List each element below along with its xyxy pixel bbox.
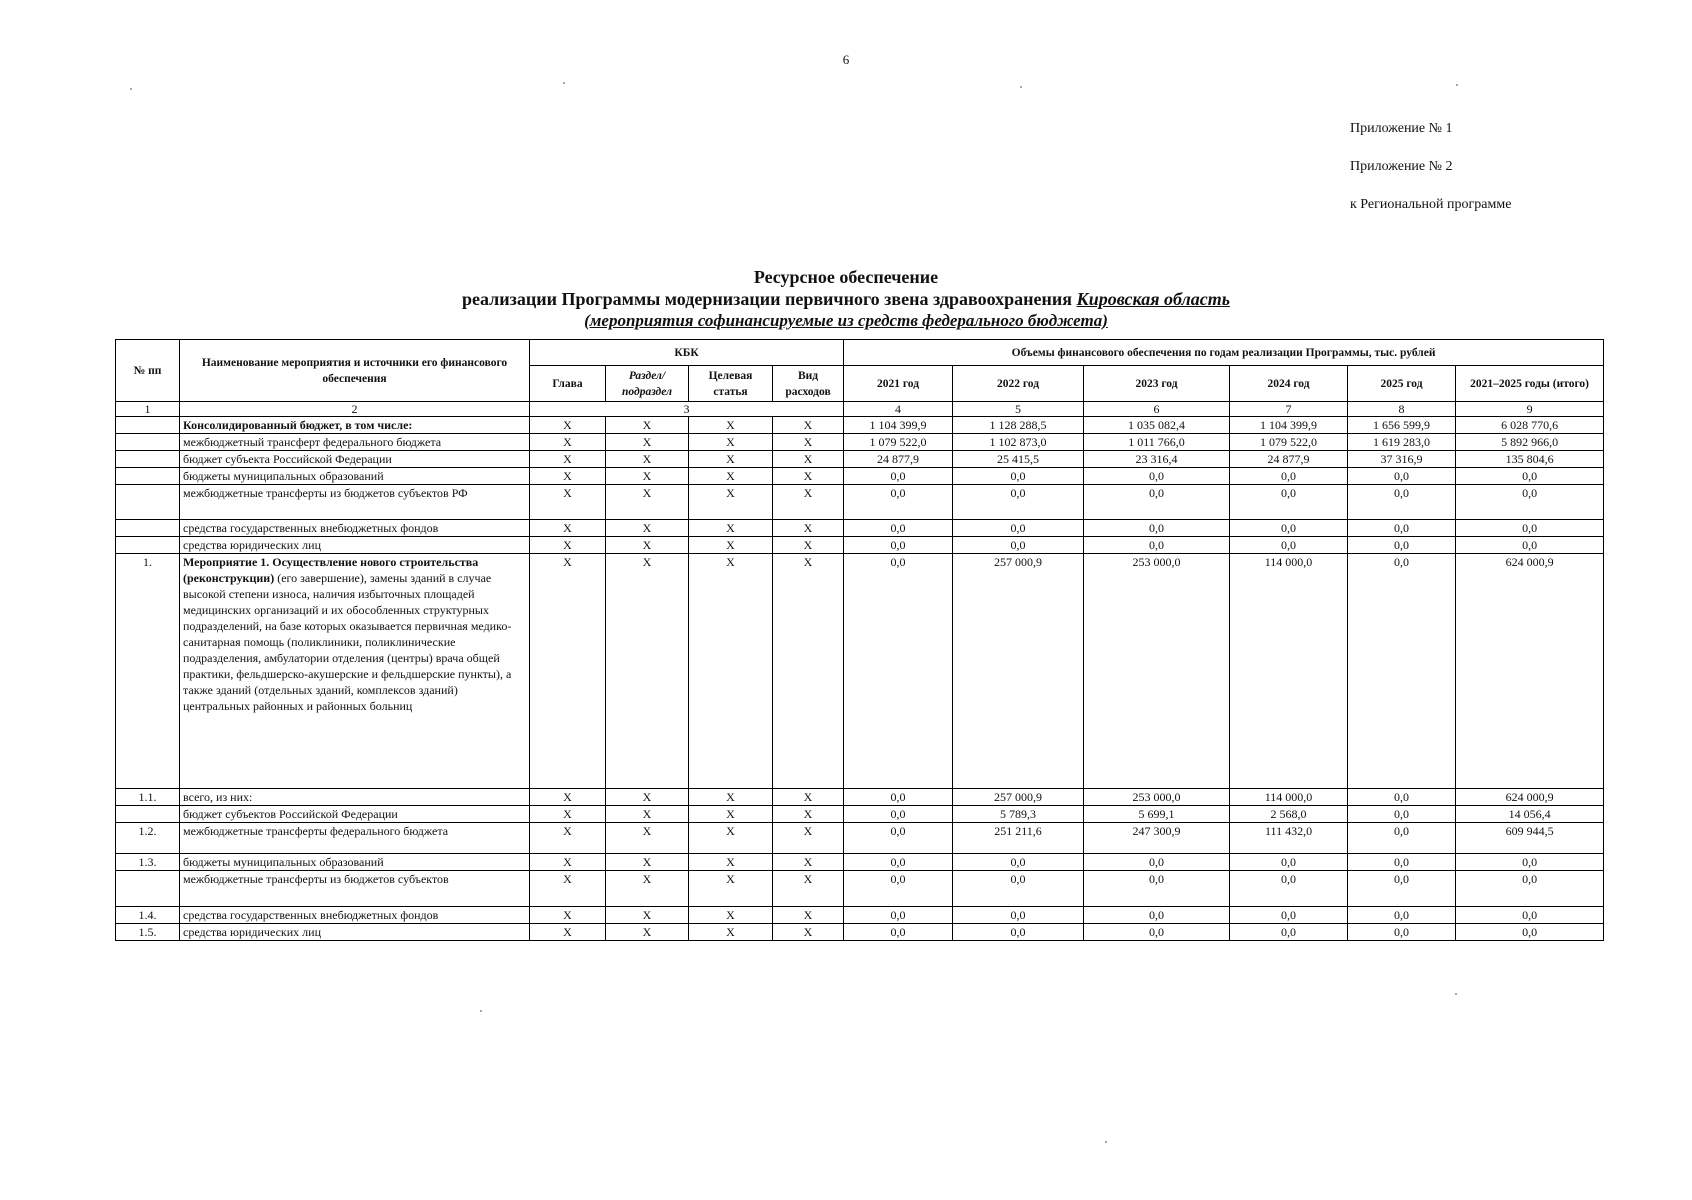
table-row xyxy=(116,520,1604,537)
kbk-cell: X xyxy=(773,554,844,789)
kbk-cell: X xyxy=(773,417,844,434)
value-cell: 6 028 770,6 xyxy=(1456,417,1604,434)
row-number xyxy=(116,871,180,907)
value-cell: 1 079 522,0 xyxy=(844,434,953,451)
value-cell: 0,0 xyxy=(844,907,953,924)
value-cell: 0,0 xyxy=(844,854,953,871)
value-cell: 114 000,0 xyxy=(1230,789,1348,806)
row-name: всего, из них: xyxy=(180,789,530,806)
value-cell: 0,0 xyxy=(1456,468,1604,485)
title-region: Кировская область xyxy=(1076,289,1230,309)
value-cell: 0,0 xyxy=(1084,907,1230,924)
scan-speck xyxy=(480,1010,482,1012)
table-row xyxy=(116,537,1604,554)
row-name: бюджет субъекта Российской Федерации xyxy=(180,451,530,468)
value-cell: 0,0 xyxy=(1230,537,1348,554)
kbk-cell: X xyxy=(689,554,773,789)
kbk-cell: X xyxy=(606,924,689,941)
row-number xyxy=(116,537,180,554)
index-cell: 9 xyxy=(1456,402,1604,417)
value-cell: 24 877,9 xyxy=(844,451,953,468)
row-name: межбюджетные трансферты из бюджетов субъектов xyxy=(180,871,530,907)
row-name: средства государственных внебюджетных фондов xyxy=(180,520,530,537)
value-cell: 0,0 xyxy=(953,871,1084,907)
value-cell: 0,0 xyxy=(1348,871,1456,907)
kbk-cell: X xyxy=(606,485,689,520)
kbk-cell: X xyxy=(530,451,606,468)
value-cell: 114 000,0 xyxy=(1230,554,1348,789)
kbk-cell: X xyxy=(689,823,773,854)
index-cell: 6 xyxy=(1084,402,1230,417)
value-cell: 0,0 xyxy=(1456,907,1604,924)
value-cell: 0,0 xyxy=(1084,520,1230,537)
kbk-cell: X xyxy=(773,468,844,485)
value-cell: 14 056,4 xyxy=(1456,806,1604,823)
appendix-line-3: к Региональной программе xyxy=(1350,197,1512,212)
kbk-cell: X xyxy=(773,520,844,537)
index-cell: 4 xyxy=(844,402,953,417)
value-cell: 0,0 xyxy=(1230,520,1348,537)
value-cell: 0,0 xyxy=(1348,520,1456,537)
value-cell: 0,0 xyxy=(1348,823,1456,854)
table-row xyxy=(116,789,1604,806)
value-cell: 0,0 xyxy=(1230,485,1348,520)
kbk-cell: X xyxy=(530,823,606,854)
value-cell: 5 699,1 xyxy=(1084,806,1230,823)
value-cell: 624 000,9 xyxy=(1456,554,1604,789)
kbk-cell: X xyxy=(689,485,773,520)
appendix-line-1: Приложение № 1 xyxy=(1350,121,1453,136)
value-cell: 0,0 xyxy=(1348,485,1456,520)
kbk-cell: X xyxy=(773,451,844,468)
value-cell: 0,0 xyxy=(1348,806,1456,823)
row-number xyxy=(116,806,180,823)
kbk-cell: X xyxy=(530,554,606,789)
value-cell: 0,0 xyxy=(1348,924,1456,941)
row-number xyxy=(116,468,180,485)
row-number: 1.1. xyxy=(116,789,180,806)
kbk-cell: X xyxy=(773,789,844,806)
row-name: средства государственных внебюджетных фондов xyxy=(180,907,530,924)
kbk-cell: X xyxy=(773,854,844,871)
value-cell: 0,0 xyxy=(1456,924,1604,941)
value-cell: 0,0 xyxy=(953,485,1084,520)
value-cell: 23 316,4 xyxy=(1084,451,1230,468)
row-number xyxy=(116,451,180,468)
header-name: Наименование мероприятия и источники его финансового обеспечения xyxy=(180,340,530,402)
value-cell: 2 568,0 xyxy=(1230,806,1348,823)
scan-speck xyxy=(563,82,565,84)
value-cell: 0,0 xyxy=(1348,907,1456,924)
kbk-cell: X xyxy=(689,537,773,554)
kbk-cell: X xyxy=(773,907,844,924)
value-cell: 0,0 xyxy=(1348,554,1456,789)
value-cell: 0,0 xyxy=(953,468,1084,485)
table-row xyxy=(116,417,1604,434)
kbk-cell: X xyxy=(530,434,606,451)
kbk-cell: X xyxy=(530,537,606,554)
title-line-2-prefix: реализации Программы модернизации первичного звена здравоохранения xyxy=(462,289,1077,309)
header-volumes: Объемы финансового обеспечения по годам реализации Программы, тыс. рублей xyxy=(844,340,1604,366)
value-cell: 135 804,6 xyxy=(1456,451,1604,468)
value-cell: 0,0 xyxy=(1230,854,1348,871)
kbk-cell: X xyxy=(689,924,773,941)
header-razdel: Раздел/ подраздел xyxy=(606,366,689,402)
value-cell: 1 104 399,9 xyxy=(1230,417,1348,434)
kbk-cell: X xyxy=(530,806,606,823)
header-2022: 2022 год xyxy=(953,366,1084,402)
kbk-cell: X xyxy=(606,789,689,806)
kbk-cell: X xyxy=(689,789,773,806)
kbk-cell: X xyxy=(530,924,606,941)
value-cell: 5 892 966,0 xyxy=(1456,434,1604,451)
value-cell: 0,0 xyxy=(953,537,1084,554)
value-cell: 257 000,9 xyxy=(953,789,1084,806)
kbk-cell: X xyxy=(530,417,606,434)
value-cell: 0,0 xyxy=(953,854,1084,871)
table-row xyxy=(116,468,1604,485)
kbk-cell: X xyxy=(606,468,689,485)
value-cell: 1 104 399,9 xyxy=(844,417,953,434)
kbk-cell: X xyxy=(773,823,844,854)
table-row xyxy=(116,924,1604,941)
value-cell: 1 079 522,0 xyxy=(1230,434,1348,451)
scan-speck xyxy=(1455,993,1457,995)
value-cell: 247 300,9 xyxy=(1084,823,1230,854)
header-kbk: КБК xyxy=(530,340,844,366)
kbk-cell: X xyxy=(530,854,606,871)
value-cell: 0,0 xyxy=(1456,485,1604,520)
header-2021: 2021 год xyxy=(844,366,953,402)
value-cell: 0,0 xyxy=(1084,537,1230,554)
row-name: межбюджетные трансферты из бюджетов субъектов РФ xyxy=(180,485,530,520)
appendix-line-2: Приложение № 2 xyxy=(1350,159,1453,174)
scan-speck xyxy=(1456,84,1458,86)
value-cell: 0,0 xyxy=(1348,468,1456,485)
row-name xyxy=(180,554,530,789)
value-cell: 1 128 288,5 xyxy=(953,417,1084,434)
value-cell: 24 877,9 xyxy=(1230,451,1348,468)
row-number xyxy=(116,520,180,537)
value-cell: 0,0 xyxy=(1348,789,1456,806)
row-number: 1.3. xyxy=(116,854,180,871)
value-cell: 0,0 xyxy=(1230,468,1348,485)
value-cell: 1 035 082,4 xyxy=(1084,417,1230,434)
value-cell: 609 944,5 xyxy=(1456,823,1604,854)
value-cell: 0,0 xyxy=(844,468,953,485)
value-cell: 1 011 766,0 xyxy=(1084,434,1230,451)
value-cell: 0,0 xyxy=(953,924,1084,941)
header-num: № пп xyxy=(116,340,180,402)
kbk-cell: X xyxy=(530,871,606,907)
value-cell: 0,0 xyxy=(1230,871,1348,907)
kbk-cell: X xyxy=(606,871,689,907)
value-cell: 0,0 xyxy=(1084,871,1230,907)
row-number: 1.2. xyxy=(116,823,180,854)
kbk-cell: X xyxy=(689,417,773,434)
index-cell: 2 xyxy=(180,402,530,417)
table-row xyxy=(116,806,1604,823)
table-row xyxy=(116,871,1604,907)
header-glava: Глава xyxy=(530,366,606,402)
kbk-cell: X xyxy=(689,806,773,823)
value-cell: 111 432,0 xyxy=(1230,823,1348,854)
kbk-cell: X xyxy=(606,854,689,871)
kbk-cell: X xyxy=(606,451,689,468)
table-row xyxy=(116,485,1604,520)
kbk-cell: X xyxy=(773,485,844,520)
kbk-cell: X xyxy=(530,485,606,520)
value-cell: 624 000,9 xyxy=(1456,789,1604,806)
kbk-cell: X xyxy=(530,520,606,537)
value-cell: 5 789,3 xyxy=(953,806,1084,823)
row-name-bold: Мероприятие 1. Осуществление нового строительства (реконструкции) xyxy=(183,555,479,585)
kbk-cell: X xyxy=(689,871,773,907)
kbk-cell: X xyxy=(606,417,689,434)
kbk-cell: X xyxy=(689,854,773,871)
kbk-cell: X xyxy=(773,871,844,907)
kbk-cell: X xyxy=(689,451,773,468)
scan-speck xyxy=(130,88,132,90)
value-cell: 0,0 xyxy=(953,907,1084,924)
kbk-cell: X xyxy=(773,537,844,554)
value-cell: 0,0 xyxy=(1084,468,1230,485)
value-cell: 0,0 xyxy=(1456,537,1604,554)
header-2023: 2023 год xyxy=(1084,366,1230,402)
value-cell: 0,0 xyxy=(1348,854,1456,871)
kbk-cell: X xyxy=(773,434,844,451)
header-celevaya: Целевая статья xyxy=(689,366,773,402)
value-cell: 0,0 xyxy=(844,924,953,941)
table-row xyxy=(116,907,1604,924)
value-cell: 0,0 xyxy=(844,537,953,554)
title-line-2 xyxy=(0,288,1692,310)
value-cell: 0,0 xyxy=(1348,537,1456,554)
row-name: межбюджетные трансферты федерального бюджета xyxy=(180,823,530,854)
table-row xyxy=(116,823,1604,854)
row-name-rest: (его завершение), замены зданий в случае высокой степени износа, наличия избыточных площадей медицинских организаций и их обособленных структурных подразделений, на базе которых оказывается первичная медико-санитарная помощь (поликлиники, поликлинические подразделения, амбулатории отделения (центры) врача общей практики, фельдшерско-акушерские и фельдшерские пункты), а также зданий (отдельных зданий, комплексов зданий) центральных районных и районных больниц xyxy=(183,571,512,713)
row-name: средства юридических лиц xyxy=(180,537,530,554)
value-cell: 0,0 xyxy=(844,485,953,520)
kbk-cell: X xyxy=(689,468,773,485)
row-number xyxy=(116,485,180,520)
index-cell: 7 xyxy=(1230,402,1348,417)
kbk-cell: X xyxy=(606,823,689,854)
value-cell: 0,0 xyxy=(844,554,953,789)
value-cell: 0,0 xyxy=(1084,485,1230,520)
value-cell: 0,0 xyxy=(844,823,953,854)
row-name: бюджеты муниципальных образований xyxy=(180,468,530,485)
header-vid: Вид расходов xyxy=(773,366,844,402)
kbk-cell: X xyxy=(606,554,689,789)
row-number xyxy=(116,417,180,434)
value-cell: 0,0 xyxy=(1456,854,1604,871)
row-number: 1.5. xyxy=(116,924,180,941)
value-cell: 0,0 xyxy=(844,806,953,823)
value-cell: 0,0 xyxy=(1456,871,1604,907)
kbk-cell: X xyxy=(689,434,773,451)
row-name: Консолидированный бюджет, в том числе: xyxy=(180,417,530,434)
value-cell: 251 211,6 xyxy=(953,823,1084,854)
row-number: 1.4. xyxy=(116,907,180,924)
row-number: 1. xyxy=(116,554,180,789)
value-cell: 0,0 xyxy=(1084,924,1230,941)
header-total: 2021–2025 годы (итого) xyxy=(1456,366,1604,402)
index-cell: 1 xyxy=(116,402,180,417)
title-line-3: (мероприятия софинансируемые из средств федерального бюджета) xyxy=(584,311,1108,330)
value-cell: 253 000,0 xyxy=(1084,789,1230,806)
kbk-cell: X xyxy=(606,806,689,823)
title-line-1: Ресурсное обеспечение xyxy=(753,267,939,287)
row-name: бюджет субъектов Российской Федерации xyxy=(180,806,530,823)
scan-speck xyxy=(1105,1141,1107,1143)
value-cell: 0,0 xyxy=(844,520,953,537)
kbk-cell: X xyxy=(606,520,689,537)
kbk-cell: X xyxy=(606,907,689,924)
index-cell: 8 xyxy=(1348,402,1456,417)
row-name: межбюджетный трансферт федерального бюджета xyxy=(180,434,530,451)
value-cell: 0,0 xyxy=(953,520,1084,537)
value-cell: 0,0 xyxy=(1456,520,1604,537)
table-body xyxy=(116,402,1604,941)
index-row xyxy=(116,402,1604,417)
index-cell: 5 xyxy=(953,402,1084,417)
value-cell: 1 619 283,0 xyxy=(1348,434,1456,451)
value-cell: 1 656 599,9 xyxy=(1348,417,1456,434)
kbk-cell: X xyxy=(773,924,844,941)
kbk-cell: X xyxy=(530,789,606,806)
value-cell: 0,0 xyxy=(844,789,953,806)
value-cell: 1 102 873,0 xyxy=(953,434,1084,451)
value-cell: 25 415,5 xyxy=(953,451,1084,468)
scan-speck xyxy=(1020,86,1022,88)
table-row xyxy=(116,434,1604,451)
kbk-cell: X xyxy=(606,537,689,554)
document-title xyxy=(0,266,1692,332)
value-cell: 257 000,9 xyxy=(953,554,1084,789)
resource-table xyxy=(115,339,1604,941)
header-2024: 2024 год xyxy=(1230,366,1348,402)
value-cell: 253 000,0 xyxy=(1084,554,1230,789)
value-cell: 37 316,9 xyxy=(1348,451,1456,468)
kbk-cell: X xyxy=(689,907,773,924)
row-number xyxy=(116,434,180,451)
row-name: бюджеты муниципальных образований xyxy=(180,854,530,871)
kbk-cell: X xyxy=(773,806,844,823)
table-row xyxy=(116,854,1604,871)
kbk-cell: X xyxy=(530,468,606,485)
value-cell: 0,0 xyxy=(1084,854,1230,871)
kbk-cell: X xyxy=(606,434,689,451)
header-2025: 2025 год xyxy=(1348,366,1456,402)
value-cell: 0,0 xyxy=(1230,924,1348,941)
kbk-cell: X xyxy=(530,907,606,924)
value-cell: 0,0 xyxy=(844,871,953,907)
page-number: 6 xyxy=(842,52,850,67)
value-cell: 0,0 xyxy=(1230,907,1348,924)
kbk-cell: X xyxy=(689,520,773,537)
index-cell: 3 xyxy=(530,402,844,417)
row-name: средства юридических лиц xyxy=(180,924,530,941)
table-row xyxy=(116,451,1604,468)
table-row xyxy=(116,554,1604,789)
